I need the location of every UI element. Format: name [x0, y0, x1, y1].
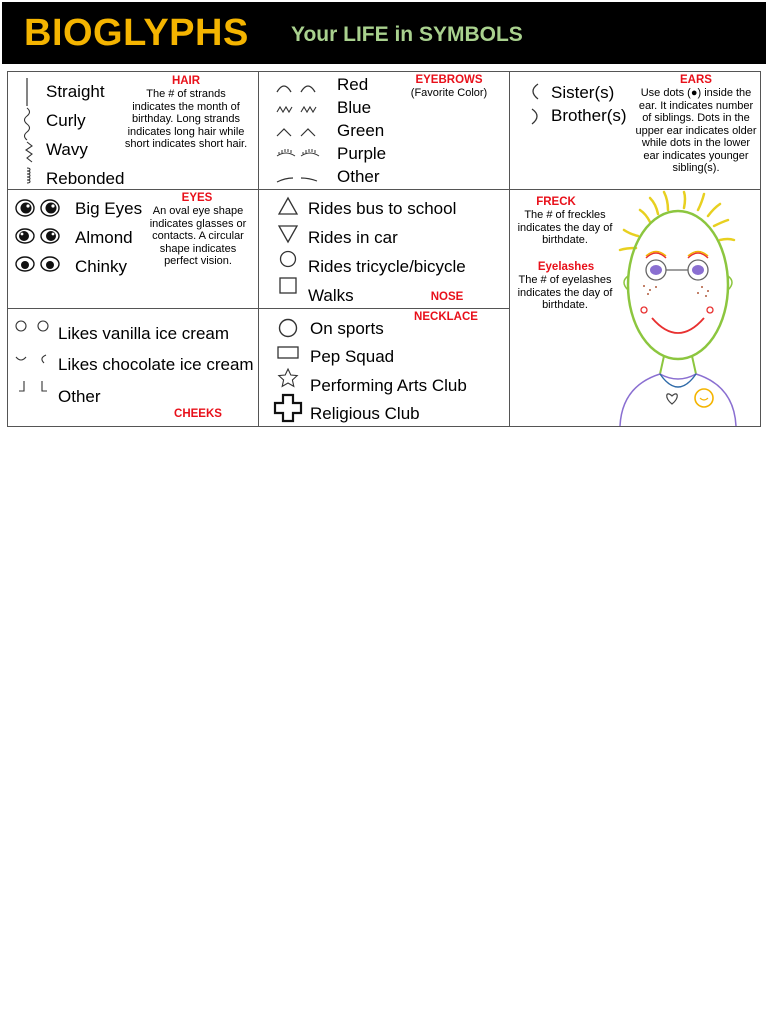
hair-heading: HAIR [171, 75, 201, 87]
nose-item-walks: Walks [308, 286, 354, 305]
eyelashes-note: The # of eyelashes indicates the day of birthdate. [517, 274, 613, 311]
nose-heading: NOSE [430, 291, 464, 303]
ears-item-brothers: Brother(s) [551, 106, 627, 125]
eyes-item-chinky: Chinky [75, 257, 127, 276]
ears-cell [510, 72, 760, 190]
ears-heading: EARS [680, 74, 712, 86]
eyebrows-cell [259, 72, 510, 190]
eyebrows-heading: EYEBROWS [415, 74, 483, 86]
eyebrow-item-red: Red [337, 75, 369, 94]
eyes-item-big: Big Eyes [75, 199, 143, 218]
necklace-heading: NECKLACE [414, 311, 478, 323]
eyebrows-subheading: (Favorite Color) [410, 87, 488, 99]
nose-shapes-icon [277, 196, 301, 300]
hair-strands-icon [18, 76, 48, 188]
eyelashes-heading: Eyelashes [537, 261, 595, 273]
hair-note: The # of strands indicates the month of birthday. Long strands indicates long hair while short indicates short hair. [124, 88, 248, 150]
hair-item-wavy: Wavy [46, 140, 88, 159]
freck-note: The # of freckles indicates the day of birthdate. [517, 209, 613, 246]
bioglyph-legend-table [7, 71, 761, 427]
eyebrow-item-blue: Blue [337, 98, 372, 117]
eyebrow-item-green: Green [337, 121, 385, 140]
necklace-item-performing-arts: Performing Arts Club [310, 376, 467, 395]
ear-shapes-icon [526, 82, 546, 128]
cheek-shapes-icon [14, 319, 58, 409]
nose-item-car: Rides in car [308, 228, 398, 247]
hair-item-rebonded: Rebonded [46, 169, 125, 188]
ears-note: Use dots (●) inside the ear. It indicates number of siblings. Dots in the upper ear indicates older while dots in the lower ear indicates younger sibling(s). [635, 87, 757, 174]
eyes-note: An oval eye shape indicates glasses or contacts. A circular shape indicates perfect vision. [149, 205, 247, 267]
ears-item-sisters: Sister(s) [551, 83, 615, 102]
cheeks-item-vanilla: Likes vanilla ice cream [58, 324, 230, 343]
hair-item-straight: Straight [46, 82, 105, 101]
eyes-heading: EYES [181, 192, 213, 204]
nose-item-bus: Rides bus to school [308, 199, 457, 218]
cheeks-cell [8, 309, 259, 426]
tagline: Your LIFE in SYMBOLS [291, 23, 523, 46]
nose-cell [259, 190, 510, 309]
hair-cell [8, 72, 259, 190]
nose-item-bicycle: Rides tricycle/bicycle [308, 257, 466, 276]
freck-cell [510, 190, 760, 426]
necklace-shapes-icon [271, 317, 307, 425]
title-banner [2, 2, 766, 64]
eye-shapes-icon [14, 196, 68, 278]
necklace-cell [259, 309, 510, 426]
cheeks-heading: CHEEKS [174, 408, 222, 420]
eyebrow-shapes-icon [275, 76, 325, 188]
eyes-cell [8, 190, 259, 309]
necklace-item-sports: On sports [310, 319, 384, 338]
necklace-item-religious: Religious Club [310, 404, 420, 423]
sample-bioglyph-face-icon [610, 190, 760, 426]
brand-title: BIOGLYPHS [24, 12, 249, 54]
freck-heading: FRECK [536, 196, 576, 208]
necklace-item-pep-squad: Pep Squad [310, 347, 395, 366]
cheeks-item-other: Other [58, 387, 101, 406]
hair-item-curly: Curly [46, 111, 86, 130]
cheeks-item-chocolate: Likes chocolate ice cream [58, 355, 254, 374]
eyebrow-item-other: Other [337, 167, 380, 186]
eyebrow-item-purple: Purple [337, 144, 387, 163]
eyes-item-almond: Almond [75, 228, 133, 247]
